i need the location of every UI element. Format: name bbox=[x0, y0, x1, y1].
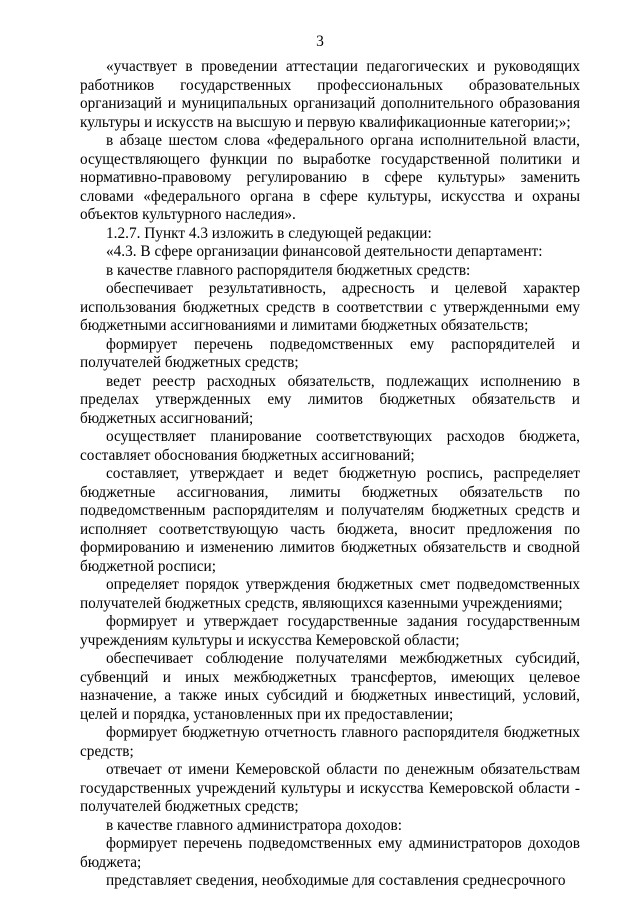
paragraph: формирует перечень подведомственных ему администраторов доходов бюджета; bbox=[80, 835, 580, 871]
paragraph: 1.2.7. Пункт 4.3 изложить в следующей редакции: bbox=[106, 224, 432, 242]
paragraph: осуществляет планирование соответствующих расходов бюджета, составляет обоснования бюджетных ассигнований; bbox=[80, 428, 580, 464]
paragraph: составляет, утверждает и ведет бюджетную роспись, распределяет бюджетные ассигнования, лимиты бюджетных обязательств по подведомственным распорядителям и получателям бюджетных средств и исполняет соответствующую часть бюджета, вносит предложения по формированию и изменению лимитов бюджетных обязательств и сводной бюджетной росписи; bbox=[80, 465, 580, 575]
paragraph: формирует бюджетную отчетность главного распорядителя бюджетных средств; bbox=[80, 724, 580, 760]
paragraph: представляет сведения, необходимые для составления среднесрочного bbox=[106, 872, 566, 889]
document-body bbox=[80, 58, 580, 891]
page-number: 3 bbox=[316, 33, 324, 50]
paragraph: в абзаце шестом слова «федерального органа исполнительной власти, осуществляющего функции по выработке государственной политики и нормативно-правовому регулированию в сфере культуры» заменить словами «федерального органа в сфере культуры, искусства и охраны объектов культурного наследия». bbox=[80, 132, 580, 223]
paragraph: обеспечивает результативность, адресность и целевой характер использования бюджетных средств в соответствии с утвержденными ему бюджетными ассигнованиями и лимитами бюджетных обязательств; bbox=[80, 280, 580, 334]
paragraph: формирует и утверждает государственные задания государственным учреждениям культуры и искусства Кемеровской области; bbox=[80, 613, 580, 649]
paragraph: обеспечивает соблюдение получателями межбюджетных субсидий, субвенций и иных межбюджетных трансфертов, имеющих целевое назначение, а также иных субсидий и бюджетных инвестиций, условий, целей и порядка, установленных при их предоставлении; bbox=[80, 650, 580, 723]
paragraph: определяет порядок утверждения бюджетных смет подведомственных получателей бюджетных средств, являющихся казенными учреждениями; bbox=[80, 576, 580, 612]
paragraph: отвечает от имени Кемеровской области по денежным обязательствам государственных учреждений культуры и искусства Кемеровской области - получателей бюджетных средств; bbox=[80, 761, 580, 815]
paragraph: «участвует в проведении аттестации педагогических и руководящих работников государственных профессиональных образовательных организаций и муниципальных организаций дополнительного образования культуры и искусств на высшую и первую квалификационные категории;»; bbox=[80, 58, 580, 131]
paragraph: «4.3. В сфере организации финансовой деятельности департамент: bbox=[106, 243, 543, 260]
paragraph: в качестве главного администратора доходов: bbox=[106, 816, 402, 834]
paragraph: в качестве главного распорядителя бюджетных средств: bbox=[106, 261, 471, 279]
paragraph: ведет реестр расходных обязательств, подлежащих исполнению в пределах утвержденных ему лимитов бюджетных обязательств и бюджетных ассигнований; bbox=[80, 372, 580, 427]
paragraph: формирует перечень подведомственных ему распорядителей и получателей бюджетных средств; bbox=[80, 335, 580, 371]
